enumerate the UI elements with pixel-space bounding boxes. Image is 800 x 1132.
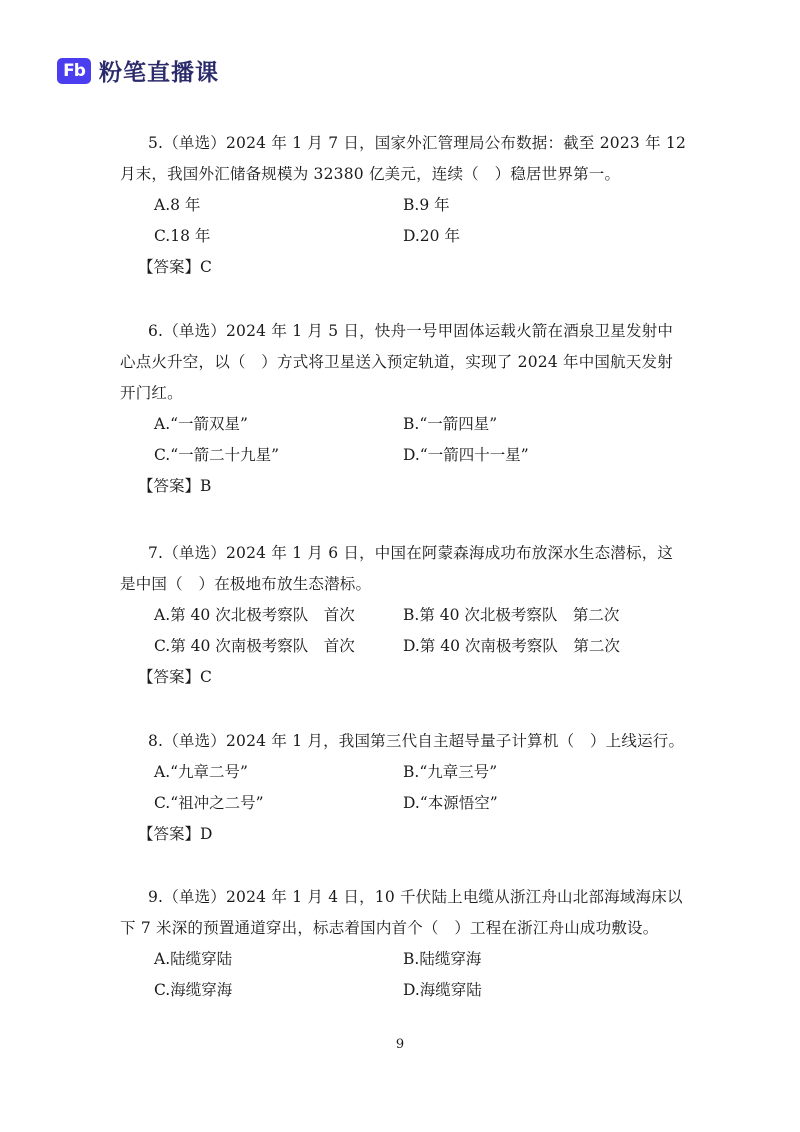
answer-label: 【答案】B [138,477,212,495]
option-b: B.“一箭四星” [403,415,498,433]
question-5 [120,128,700,283]
option-c: C.“一箭二十九星” [154,446,280,464]
question-stem-line: 下 7 米深的预置通道穿出，标志着国内首个（ ）工程在浙江舟山成功敷设。 [120,919,659,937]
option-b: B.9 年 [403,196,450,214]
option-b: B.第 40 次北极考察队 第二次 [403,606,620,624]
option-c: C.“祖冲之二号” [154,794,264,812]
brand-logo [57,54,219,87]
question-9 [120,882,700,1006]
option-a: A.“一箭双星” [154,415,248,433]
question-stem-line: 9.（单选）2024 年 1 月 4 日，10 千伏陆上电缆从浙江舟山北部海域海床以 [148,888,683,906]
question-stem-line: 7.（单选）2024 年 1 月 6 日，中国在阿蒙森海成功布放深水生态潜标，这 [148,544,674,562]
options [120,190,700,252]
question-8 [120,726,700,850]
option-b: B.“九章三号” [403,763,498,781]
option-a: A.第 40 次北极考察队 首次 [154,606,355,624]
option-d: D.海缆穿陆 [403,981,482,999]
brand-name: 粉笔直播课 [99,60,219,86]
question-stem-line: 6.（单选）2024 年 1 月 5 日，快舟一号甲固体运载火箭在酒泉卫星发射中 [148,322,674,340]
option-c: C.海缆穿海 [154,981,233,999]
question-stem-line: 开门红。 [120,384,183,402]
option-d: D.“本源悟空” [403,794,498,812]
question-stem-line: 月末，我国外汇储备规模为 32380 亿美元，连续（ ）稳居世界第一。 [120,165,621,183]
options [120,944,700,1006]
option-c: C.第 40 次南极考察队 首次 [154,637,355,655]
option-a: A.8 年 [154,196,201,214]
question-stem-line: 是中国（ ）在极地布放生态潜标。 [120,575,372,593]
option-d: D.第 40 次南极考察队 第二次 [403,637,620,655]
page-number: 9 [395,1037,405,1052]
option-b: B.陆缆穿海 [403,950,482,968]
option-a: A.“九章二号” [154,763,248,781]
question-stem-line: 心点火升空，以（ ）方式将卫星送入预定轨道，实现了 2024 年中国航天发射 [120,353,673,371]
question-stem-line: 8.（单选）2024 年 1 月，我国第三代自主超导量子计算机（ ）上线运行。 [148,732,685,750]
options [120,409,700,471]
answer-label: 【答案】C [138,258,212,276]
question-7 [120,538,700,693]
option-c: C.18 年 [154,227,211,245]
fenbi-logo-icon: Fb [57,58,91,84]
options [120,757,700,819]
options [120,600,700,662]
question-stem-line: 5.（单选）2024 年 1 月 7 日，国家外汇管理局公布数据：截至 2023 年 12 [148,134,687,152]
question-6 [120,316,700,502]
answer-label: 【答案】D [138,825,213,843]
answer-label: 【答案】C [138,668,212,686]
option-d: D.20 年 [403,227,460,245]
option-d: D.“一箭四十一星” [403,446,529,464]
option-a: A.陆缆穿陆 [154,950,233,968]
